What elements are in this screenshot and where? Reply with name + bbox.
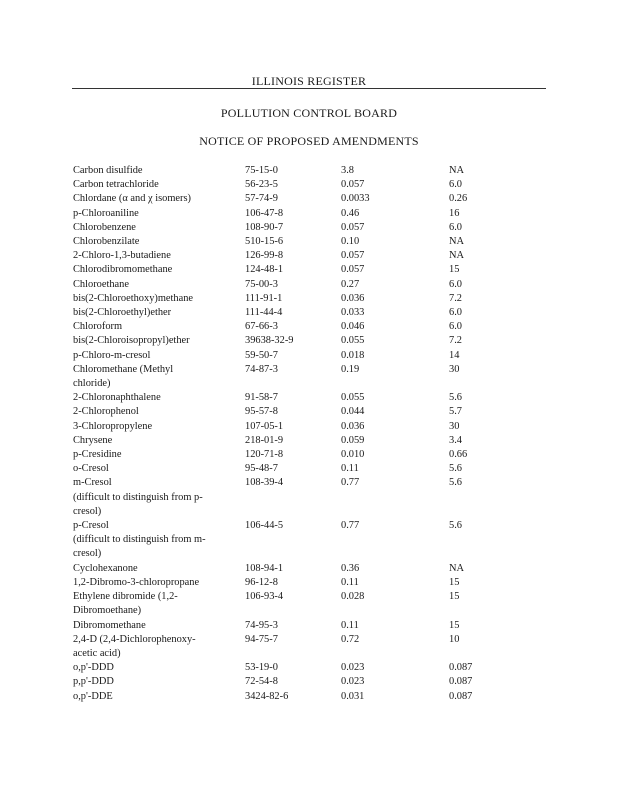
wastewater-value: 0.46	[341, 207, 360, 219]
constituent-name-line: o-Cresol	[73, 463, 109, 475]
wastewater-value: 0.11	[341, 576, 359, 588]
constituent-name-line: Chlorodibromomethane	[73, 264, 173, 276]
constituent-name-line: Cyclohexanone	[73, 562, 138, 574]
board-title: POLLUTION CONTROL BOARD	[220, 106, 398, 120]
table-row	[73, 221, 553, 235]
wastewater-value: 0.19	[341, 363, 360, 375]
table-row	[73, 306, 553, 320]
constituent-name-line: 3-Chloropropylene	[73, 420, 153, 432]
table-row	[73, 462, 553, 476]
table-row	[73, 661, 553, 675]
nonwastewater-value: 5.6	[449, 520, 462, 532]
constituent-name-line: (difficult to distinguish from m-	[73, 534, 206, 546]
constituent-name	[73, 192, 245, 206]
nonwastewater-value: 10	[449, 633, 460, 645]
table-row	[73, 519, 553, 562]
constituent-name	[73, 334, 245, 348]
table-row	[73, 263, 553, 277]
cas-number: 95-48-7	[245, 463, 278, 475]
nonwastewater-value: 0.087	[449, 676, 473, 688]
cas-number: 56-23-5	[245, 179, 278, 191]
cas-number: 72-54-8	[245, 676, 278, 688]
table-row	[73, 178, 553, 192]
cas-number: 111-91-1	[245, 292, 283, 304]
table-row	[73, 349, 553, 363]
constituent-name	[73, 661, 245, 675]
constituent-name-line: Chlorobenzilate	[73, 236, 140, 248]
constituent-name	[73, 434, 245, 448]
cas-number: 74-95-3	[245, 619, 278, 631]
table-row	[73, 562, 553, 576]
constituent-name-line: 2-Chloro-1,3-butadiene	[73, 250, 171, 262]
cas-number: 106-93-4	[245, 591, 284, 603]
cas-number: 3424-82-6	[245, 690, 289, 702]
wastewater-value: 0.77	[341, 520, 360, 532]
nonwastewater-value: 7.2	[449, 292, 462, 304]
constituent-name	[73, 249, 245, 263]
constituent-name-line: 2,4-D (2,4-Dichlorophenoxy-	[73, 633, 196, 645]
table-row	[73, 434, 553, 448]
table-row	[73, 405, 553, 419]
nonwastewater-value: 5.6	[449, 392, 462, 404]
constituent-name-line: (difficult to distinguish from p-	[73, 491, 203, 503]
constituent-name-line: Ethylene dibromide (1,2-	[73, 591, 178, 603]
table-row	[73, 192, 553, 206]
constituent-name	[73, 690, 245, 704]
nonwastewater-value: 16	[449, 207, 460, 219]
cas-number: 108-94-1	[245, 562, 284, 574]
nonwastewater-value: 0.087	[449, 662, 473, 674]
table-row	[73, 420, 553, 434]
wastewater-value: 0.057	[341, 250, 365, 262]
wastewater-value: 0.11	[341, 619, 359, 631]
constituent-name	[73, 562, 245, 576]
register-title: ILLINOIS REGISTER	[251, 74, 367, 88]
wastewater-value: 0.059	[341, 434, 365, 446]
constituent-name	[73, 207, 245, 221]
constituent-name	[73, 420, 245, 434]
table-row	[73, 476, 553, 519]
constituent-name	[73, 391, 245, 405]
nonwastewater-value: 15	[449, 591, 460, 603]
notice-title: NOTICE OF PROPOSED AMENDMENTS	[199, 134, 419, 148]
table-row	[73, 363, 553, 391]
table-row	[73, 320, 553, 334]
cas-number: 107-05-1	[245, 420, 284, 432]
table-row	[73, 249, 553, 263]
cas-number: 53-19-0	[245, 662, 278, 674]
wastewater-value: 3.8	[341, 165, 354, 176]
cas-number: 111-44-4	[245, 307, 283, 319]
wastewater-value: 0.023	[341, 676, 365, 688]
wastewater-value: 0.055	[341, 335, 365, 347]
constituent-name-line: chloride)	[73, 378, 111, 390]
wastewater-value: 0.023	[341, 662, 365, 674]
cas-number: 67-66-3	[245, 321, 278, 333]
constituent-table	[73, 164, 553, 704]
table-row	[73, 278, 553, 292]
wastewater-value: 0.046	[341, 321, 365, 333]
cas-number: 57-74-9	[245, 193, 278, 205]
constituent-name-line: Chloroform	[73, 321, 123, 333]
table-row	[73, 448, 553, 462]
cas-number: 510-15-6	[245, 236, 284, 248]
constituent-name-line: 2-Chlorophenol	[73, 406, 139, 418]
nonwastewater-value: 7.2	[449, 335, 462, 347]
cas-number: 96-12-8	[245, 576, 278, 588]
constituent-name	[73, 306, 245, 320]
constituent-name	[73, 675, 245, 689]
constituent-name-line: m-Cresol	[73, 477, 112, 489]
constituent-name	[73, 590, 245, 618]
nonwastewater-value: 0.26	[449, 193, 468, 205]
constituent-name	[73, 576, 245, 590]
wastewater-value: 0.27	[341, 278, 360, 290]
nonwastewater-value: 5.7	[449, 406, 462, 418]
constituent-name-line: Chlorobenzene	[73, 221, 136, 233]
nonwastewater-value: 6.0	[449, 307, 462, 319]
constituent-name-line: p-Chloroaniline	[73, 207, 139, 219]
constituent-name	[73, 292, 245, 306]
constituent-name	[73, 278, 245, 292]
constituent-name	[73, 221, 245, 235]
cas-number: 91-58-7	[245, 392, 278, 404]
table-row	[73, 590, 553, 618]
constituent-name-line: cresol)	[73, 548, 102, 560]
constituent-name-line: acetic acid)	[73, 647, 121, 659]
constituent-name-line: Dibromomethane	[73, 619, 146, 631]
constituent-name-line: p-Chloro-m-cresol	[73, 349, 151, 361]
constituent-name	[73, 263, 245, 277]
nonwastewater-value: 5.6	[449, 477, 462, 489]
cas-number: 95-57-8	[245, 406, 278, 418]
constituent-name	[73, 462, 245, 476]
nonwastewater-value: NA	[449, 250, 465, 262]
constituent-name	[73, 178, 245, 192]
nonwastewater-value: 30	[449, 420, 460, 432]
nonwastewater-value: 15	[449, 576, 460, 588]
constituent-name-line: bis(2-Chloroethoxy)methane	[73, 292, 194, 304]
constituent-name-line: Chloromethane (Methyl	[73, 363, 174, 375]
nonwastewater-value: 6.0	[449, 221, 462, 233]
constituent-name	[73, 633, 245, 661]
wastewater-value: 0.033	[341, 307, 365, 319]
wastewater-value: 0.057	[341, 179, 365, 191]
table-row	[73, 619, 553, 633]
cas-number: 124-48-1	[245, 264, 284, 276]
cas-number: 106-47-8	[245, 207, 284, 219]
table-row	[73, 391, 553, 405]
wastewater-value: 0.77	[341, 477, 360, 489]
table-row	[73, 690, 553, 704]
constituent-name	[73, 349, 245, 363]
cas-number: 75-15-0	[245, 165, 278, 176]
wastewater-value: 0.018	[341, 349, 365, 361]
constituent-name-line: o,p'-DDE	[73, 690, 113, 702]
cas-number: 94-75-7	[245, 633, 278, 645]
constituent-name-line: Chrysene	[73, 434, 113, 446]
wastewater-value: 0.72	[341, 633, 360, 645]
cas-number: 39638-32-9	[245, 335, 294, 347]
constituent-name	[73, 519, 245, 562]
nonwastewater-value: 14	[449, 349, 460, 361]
nonwastewater-value: 15	[449, 619, 460, 631]
wastewater-value: 0.055	[341, 392, 365, 404]
constituent-name	[73, 363, 245, 391]
wastewater-value: 0.057	[341, 264, 365, 276]
nonwastewater-value: 6.0	[449, 278, 462, 290]
constituent-name-line: Dibromoethane)	[73, 605, 142, 617]
constituent-name	[73, 619, 245, 633]
table-row	[73, 334, 553, 348]
constituent-name-line: bis(2-Chloroethyl)ether	[73, 307, 172, 319]
constituent-name	[73, 235, 245, 249]
nonwastewater-value: 0.087	[449, 690, 473, 702]
wastewater-value: 0.10	[341, 236, 360, 248]
nonwastewater-value: NA	[449, 165, 465, 176]
cas-number: 74-87-3	[245, 363, 278, 375]
nonwastewater-value: 30	[449, 363, 460, 375]
wastewater-value: 0.036	[341, 420, 365, 432]
wastewater-value: 0.057	[341, 221, 365, 233]
table-row	[73, 207, 553, 221]
cas-number: 218-01-9	[245, 434, 284, 446]
nonwastewater-value: NA	[449, 562, 465, 574]
table-row	[73, 675, 553, 689]
table-row	[73, 633, 553, 661]
table-row	[73, 235, 553, 249]
nonwastewater-value: 0.66	[449, 449, 468, 461]
constituent-name-line: Carbon disulfide	[73, 165, 143, 176]
constituent-name-line: bis(2-Chloroisopropyl)ether	[73, 335, 190, 347]
cas-number: 120-71-8	[245, 449, 284, 461]
wastewater-value: 0.028	[341, 591, 365, 603]
cas-number: 75-00-3	[245, 278, 278, 290]
nonwastewater-value: 3.4	[449, 434, 462, 446]
wastewater-value: 0.036	[341, 292, 365, 304]
constituent-name-line: Carbon tetrachloride	[73, 179, 159, 191]
constituent-name-line: cresol)	[73, 505, 102, 517]
wastewater-value: 0.36	[341, 562, 360, 574]
nonwastewater-value: 15	[449, 264, 460, 276]
constituent-name-line: 1,2-Dibromo-3-chloropropane	[73, 576, 200, 588]
constituent-name	[73, 448, 245, 462]
wastewater-value: 0.11	[341, 463, 359, 475]
constituent-name-line: Chloroethane	[73, 278, 129, 290]
wastewater-value: 0.0033	[341, 193, 370, 205]
table-row	[73, 164, 553, 178]
nonwastewater-value: 5.6	[449, 463, 462, 475]
nonwastewater-value: 6.0	[449, 321, 462, 333]
constituent-name-line: p-Cresidine	[73, 449, 122, 461]
cas-number: 106-44-5	[245, 520, 284, 532]
constituent-name-line: o,p'-DDD	[73, 662, 114, 674]
table-row	[73, 292, 553, 306]
wastewater-value: 0.031	[341, 690, 365, 702]
cas-number: 108-39-4	[245, 477, 284, 489]
cas-number: 126-99-8	[245, 250, 284, 262]
constituent-name-line: 2-Chloronaphthalene	[73, 392, 161, 404]
constituent-name	[73, 405, 245, 419]
constituent-name	[73, 320, 245, 334]
cas-number: 108-90-7	[245, 221, 284, 233]
constituent-name-line: p-Cresol	[73, 520, 109, 532]
cas-number: 59-50-7	[245, 349, 278, 361]
wastewater-value: 0.010	[341, 449, 365, 461]
nonwastewater-value: 6.0	[449, 179, 462, 191]
table-row	[73, 576, 553, 590]
constituent-name	[73, 476, 245, 519]
wastewater-value: 0.044	[341, 406, 365, 418]
nonwastewater-value: NA	[449, 236, 465, 248]
constituent-name-line: p,p'-DDD	[73, 676, 114, 688]
constituent-name	[73, 164, 245, 178]
constituent-name-line: Chlordane (α and χ isomers)	[73, 193, 191, 205]
